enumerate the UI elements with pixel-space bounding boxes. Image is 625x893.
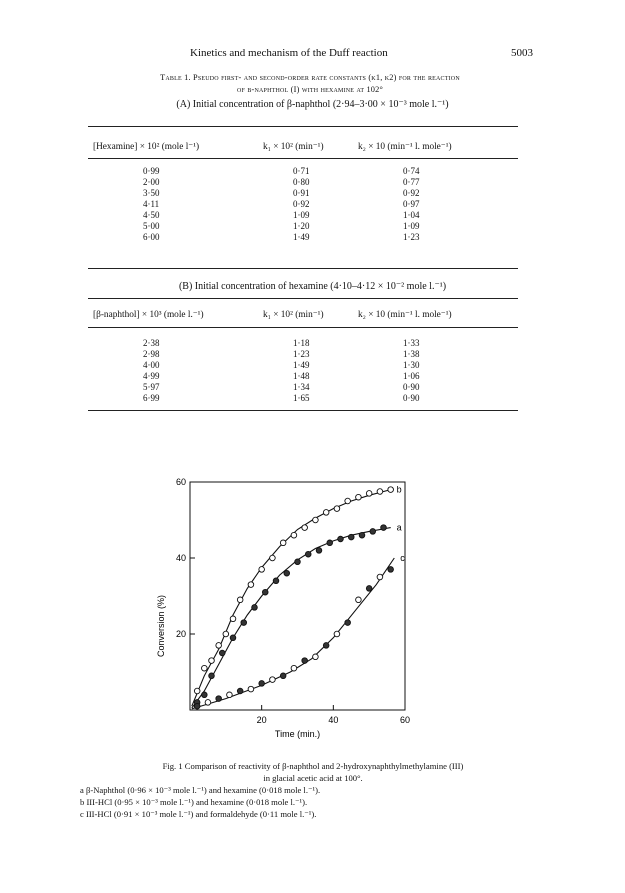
y-axis-label: Conversion (%): [156, 594, 166, 658]
series-b-point: [280, 540, 286, 546]
running-title: Kinetics and mechanism of the Duff reaction: [190, 47, 388, 59]
table-a-col1-header: [Hexamine] × 10² (mole l⁻¹): [93, 142, 200, 152]
series-b-point: [356, 494, 362, 500]
series-c-point: [216, 696, 222, 702]
table-b-row: [88, 349, 518, 360]
table-b-col1-header: [β-naphthol] × 10³ (mole l.⁻¹): [93, 310, 204, 320]
series-c-point: [227, 692, 233, 698]
series-c-point: [388, 567, 394, 573]
series-a-point: [295, 559, 301, 565]
table-a-col3-header: k₂ × 10 (min⁻¹ l. mole⁻¹): [358, 142, 452, 152]
series-c-point: [259, 681, 265, 687]
figure-caption-line1: Fig. 1 Comparison of reactivity of β-naphthol and 2-hydroxynaphthylmethylamine (III): [162, 761, 464, 771]
table-b-cell: 1·65: [293, 393, 310, 403]
table-a-row: [88, 210, 518, 221]
table-a-row: [88, 232, 518, 243]
table-a-cell: 1·23: [403, 232, 420, 242]
table-a-cell: 1·49: [293, 232, 310, 242]
table-b-body: [88, 338, 518, 404]
series-a-point: [230, 635, 236, 641]
series-a-point: [262, 589, 268, 595]
series-b-point: [366, 491, 372, 497]
table-b-cell: 1·30: [403, 360, 420, 370]
table-b-row: [88, 360, 518, 371]
series-a-point: [219, 650, 225, 656]
series-c-point: [237, 688, 243, 694]
table-b-cell: 0·90: [403, 382, 420, 392]
table-rule: [88, 158, 518, 159]
series-b-point: [377, 489, 383, 495]
series-a-point: [284, 570, 290, 576]
series-a-point: [370, 529, 376, 535]
series-b-point: [223, 631, 229, 637]
x-tick-label: 40: [328, 715, 339, 725]
series-b-point: [270, 555, 276, 561]
table-a-cell: 0·71: [293, 166, 310, 176]
series-a-point: [202, 692, 208, 698]
series-b-point: [209, 658, 215, 664]
table-b-cell: 1·33: [403, 338, 420, 348]
series-c-point: [205, 700, 211, 706]
series-b-point: [291, 532, 297, 538]
series-c-curve: [192, 558, 394, 709]
table-b-row: [88, 371, 518, 382]
x-tick-label: 20: [256, 715, 267, 725]
figure-caption-line2: in glacial acetic acid at 100°.: [263, 773, 363, 783]
table-a-row: [88, 199, 518, 210]
series-c-label: c: [400, 553, 405, 563]
table-a-cell: 1·09: [403, 221, 420, 231]
series-a-point: [252, 605, 258, 611]
series-a-point: [348, 534, 354, 540]
chart-svg: [145, 474, 465, 749]
x-axis-label: Time (min.): [274, 729, 321, 739]
series-b-label: b: [396, 484, 402, 495]
table-b-row: [88, 393, 518, 404]
table-b-cell: 4·00: [143, 360, 160, 370]
table-a-body: [88, 166, 518, 243]
table-a-cell: 1·20: [293, 221, 310, 231]
y-tick-label: 20: [175, 629, 186, 639]
table-a-row: [88, 221, 518, 232]
table-a-cell: 0·97: [403, 199, 420, 209]
table-b-cell: 1·34: [293, 382, 310, 392]
table-a-row: [88, 188, 518, 199]
table-rule: [88, 126, 518, 127]
series-a-curve: [192, 528, 391, 709]
table-a-cell: 0·92: [403, 188, 420, 198]
series-a-point: [305, 551, 311, 557]
series-c-point: [377, 574, 383, 580]
table-a-cell: 4·50: [143, 210, 160, 220]
series-b-point: [230, 616, 236, 622]
series-b-point: [388, 487, 394, 493]
series-c-point: [270, 677, 276, 683]
table-rule: [88, 410, 518, 411]
y-tick-label: 60: [175, 477, 186, 487]
table-caption-line2: of β-naphthol (I) with hexamine at 102°: [236, 85, 384, 94]
figure-caption: [78, 760, 548, 820]
table-b-row: [88, 382, 518, 393]
table-part-b-title: (B) Initial concentration of hexamine (4·10–4·12 × 10⁻² mole l.⁻¹): [178, 281, 447, 292]
conversion-chart: [145, 474, 465, 749]
series-a-label: a: [396, 522, 402, 533]
series-b-point: [248, 582, 254, 588]
figure-legend-b: b III-HCl (0·95 × 10⁻³ mole l.⁻¹) and hexamine (0·018 mole l.⁻¹).: [80, 797, 308, 807]
table-a-cell: 0·92: [293, 199, 310, 209]
table-b-row: [88, 338, 518, 349]
series-b-point: [345, 498, 351, 504]
table-b-cell: 1·18: [293, 338, 310, 348]
series-a-point: [327, 540, 333, 546]
series-c-point: [366, 586, 372, 592]
table-b-cell: 6·99: [143, 393, 160, 403]
series-a-point: [381, 525, 387, 531]
table-a-cell: 1·09: [293, 210, 310, 220]
series-b-point: [313, 517, 319, 523]
series-b-point: [334, 506, 340, 512]
table-b-col3-header: k₂ × 10 (min⁻¹ l. mole⁻¹): [358, 310, 452, 320]
table-a-cell: 0·74: [403, 166, 420, 176]
table-a-cell: 6·00: [143, 232, 160, 242]
table-a-cell: 3·50: [143, 188, 160, 198]
table-a-cell: 0·99: [143, 166, 160, 176]
table-b-cell: 1·49: [293, 360, 310, 370]
table-rule: [88, 298, 518, 299]
table-b-col2-header: k₁ × 10² (min⁻¹): [263, 310, 324, 320]
plot-frame: [190, 482, 405, 710]
table-a-cell: 4·11: [143, 199, 160, 209]
table-rule: [88, 327, 518, 328]
table-b-cell: 4·99: [143, 371, 160, 381]
series-c-point: [291, 665, 297, 671]
table-b-cell: 1·38: [403, 349, 420, 359]
table-b-cell: 0·90: [403, 393, 420, 403]
series-c-point: [313, 654, 319, 660]
table-a-row: [88, 166, 518, 177]
series-c-point: [356, 597, 362, 603]
table-part-a-title: (A) Initial concentration of β-naphthol (2·94–3·00 × 10⁻³ mole l.⁻¹): [176, 99, 449, 110]
series-b-point: [259, 567, 265, 573]
table-caption-line1: Table 1. Pseudo first- and second-order rate constants (k1, k2) for the reaction: [160, 73, 460, 82]
table-a-cell: 0·77: [403, 177, 420, 187]
series-c-point: [345, 620, 351, 626]
figure-legend-c: c III-HCl (0·91 × 10⁻³ mole l.⁻¹) and formaldehyde (0·11 mole l.⁻¹).: [80, 809, 317, 819]
series-c-point: [334, 631, 340, 637]
table-b-cell: 1·06: [403, 371, 420, 381]
page-number: 5003: [511, 47, 533, 59]
series-a-point: [316, 548, 322, 554]
table-b-cell: 1·23: [293, 349, 310, 359]
table-a-cell: 1·04: [403, 210, 420, 220]
series-c-point: [302, 658, 308, 664]
series-c-point: [323, 643, 329, 649]
table-b-cell: 2·38: [143, 338, 160, 348]
table-a-row: [88, 177, 518, 188]
table-rule: [88, 268, 518, 269]
series-b-point: [302, 525, 308, 531]
series-b-point: [323, 510, 329, 516]
table-b-cell: 1·48: [293, 371, 310, 381]
table-caption: [70, 72, 550, 96]
figure-legend-a: a β-Naphthol (0·96 × 10⁻³ mole l.⁻¹) and hexamine (0·018 mole l.⁻¹).: [80, 785, 321, 795]
series-b-point: [216, 643, 222, 649]
table-a-cell: 2·00: [143, 177, 160, 187]
table-b-cell: 2·98: [143, 349, 160, 359]
series-b-point: [237, 597, 243, 603]
series-a-point: [241, 620, 247, 626]
table-b-cell: 5·97: [143, 382, 160, 392]
x-tick-label: 60: [399, 715, 411, 725]
table-a-cell: 0·91: [293, 188, 310, 198]
series-c-point: [248, 686, 254, 692]
table-a-cell: 0·80: [293, 177, 310, 187]
series-a-point: [209, 673, 215, 679]
series-c-point: [194, 703, 200, 709]
series-c-point: [280, 673, 286, 679]
y-tick-label: 40: [175, 553, 186, 563]
series-b-point: [202, 665, 208, 671]
series-a-point: [359, 532, 365, 538]
series-a-point: [273, 578, 279, 584]
series-a-point: [338, 536, 344, 542]
table-a-cell: 5·00: [143, 221, 160, 231]
table-a-col2-header: k₁ × 10² (min⁻¹): [263, 142, 324, 152]
series-b-point: [194, 688, 200, 694]
